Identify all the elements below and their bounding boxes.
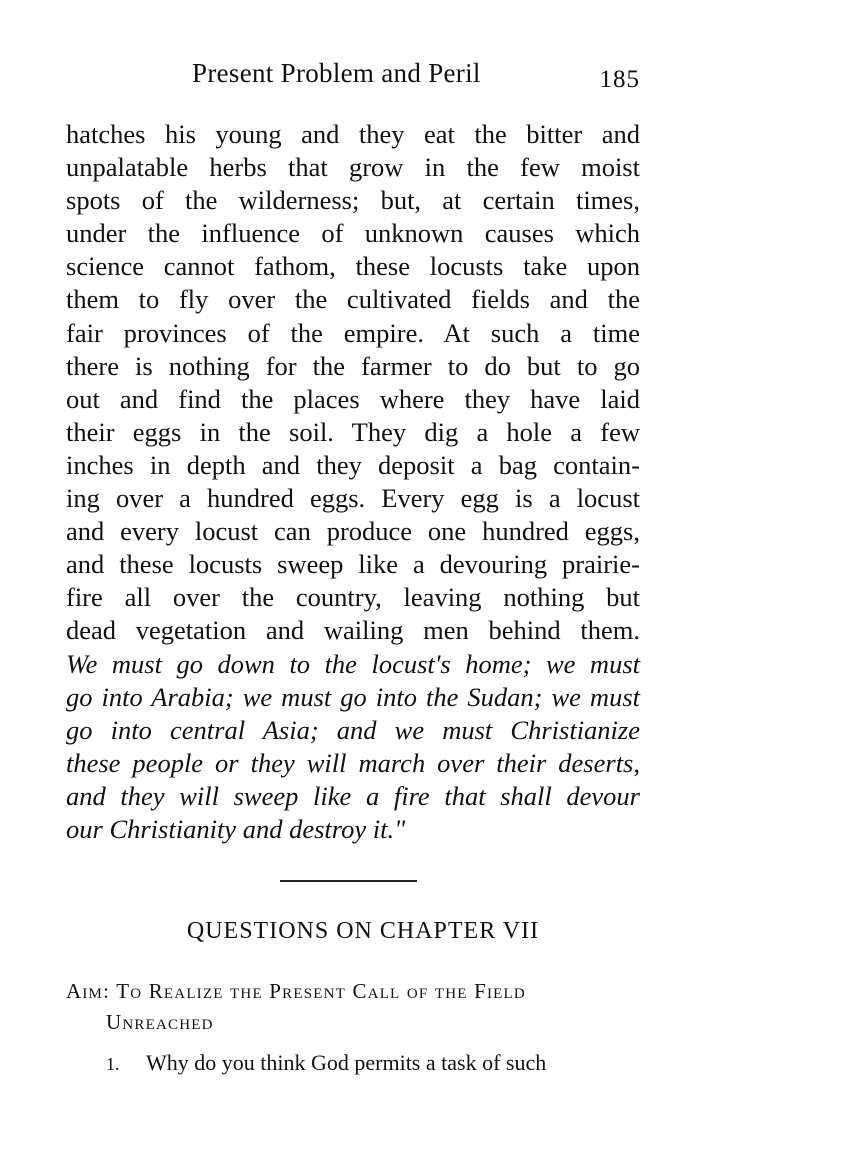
aim-line: Unreached xyxy=(106,1010,214,1034)
text-line: science cannot fathom, these locusts take upon xyxy=(66,251,640,282)
italic-text-line: go into central Asia; and we must Christianize xyxy=(66,714,640,745)
italic-text-line: and they will sweep like a fire that shall devour xyxy=(66,780,640,811)
text-line: under the influence of unknown causes which xyxy=(66,218,640,249)
text-line: fire all over the country, leaving nothing but xyxy=(66,582,640,613)
text-line: hatches his young and they eat the bitter and xyxy=(66,119,640,149)
italic-text-line: go into Arabia; we must go into the Sudan; we must xyxy=(66,681,640,712)
text-line: dead vegetation and wailing men behind them. xyxy=(66,615,640,646)
page-number: 185 xyxy=(599,66,640,93)
text-line: out and find the places where they have laid xyxy=(66,383,640,414)
italic-text-line: We must go down to the locust's home; we must xyxy=(66,648,640,679)
section-divider xyxy=(280,880,417,882)
aim-statement xyxy=(66,976,640,1038)
text-line: ing over a hundred eggs. Every egg is a locust xyxy=(66,483,640,514)
questions-heading: QUESTIONS ON CHAPTER VII xyxy=(186,918,540,944)
question-item xyxy=(106,1050,640,1076)
question-text: Why do you think God permits a task of such xyxy=(146,1050,547,1075)
text-line: there is nothing for the farmer to do but to go xyxy=(66,350,640,381)
text-line: and these locusts sweep like a devouring prairie- xyxy=(66,549,640,580)
question-number: 1. xyxy=(106,1054,120,1074)
text-line: spots of the wilderness; but, at certain times, xyxy=(66,185,640,216)
running-title: Present Problem and Peril xyxy=(192,58,481,88)
text-line: unpalatable herbs that grow in the few moist xyxy=(66,152,640,183)
italic-text-line: our Christianity and destroy it." xyxy=(66,813,406,844)
italic-text-line: these people or they will march over their deserts, xyxy=(66,747,640,778)
aim-line: Aim: To Realize the Present Call of the Field xyxy=(66,979,526,1003)
page-header xyxy=(66,58,640,98)
text-line: them to fly over the cultivated fields and the xyxy=(66,284,640,315)
text-line: fair provinces of the empire. At such a time xyxy=(66,317,640,348)
text-line: their eggs in the soil. They dig a hole a few xyxy=(66,416,640,447)
text-line: inches in depth and they deposit a bag contain- xyxy=(66,449,640,480)
text-line: and every locust can produce one hundred eggs, xyxy=(66,516,640,547)
body-paragraph xyxy=(66,118,640,846)
